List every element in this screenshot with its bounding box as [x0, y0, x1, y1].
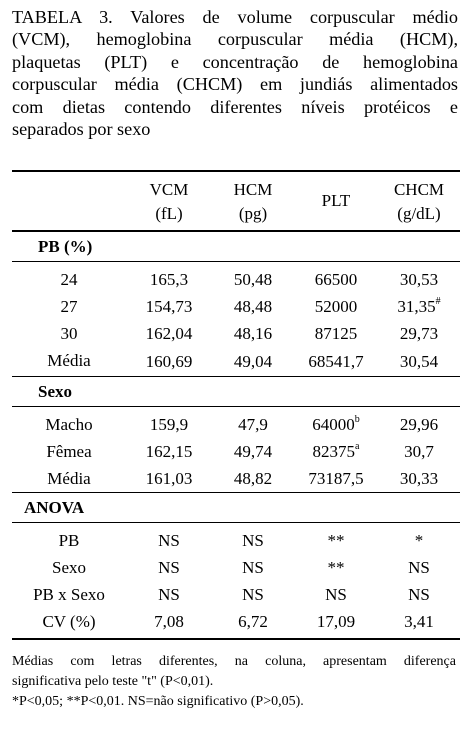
cell-plt-superscript: a — [355, 440, 360, 452]
footnote-line: Médias com letras diferentes, na coluna, apresentam diferença — [12, 654, 456, 669]
cell-vcm: 154,73 — [145, 296, 193, 316]
row-label: PB — [58, 530, 80, 550]
header-plt-label: PLT — [321, 191, 351, 210]
cell-plt-superscript: b — [354, 413, 360, 425]
header-vcm-unit: (fL) — [155, 204, 183, 223]
cell-hcm: NS — [242, 584, 264, 604]
cell-hcm: 6,72 — [238, 611, 268, 631]
row-label: CV (%) — [42, 611, 96, 631]
cell-chcm: 29,96 — [399, 414, 439, 434]
header-plt — [294, 171, 378, 231]
cell-plt: 68541,7 — [308, 351, 364, 371]
cell-plt: ** — [327, 530, 345, 550]
cell-chcm-superscript: # — [435, 295, 441, 307]
cell-hcm: 48,16 — [233, 323, 273, 343]
row-label: 30 — [60, 323, 78, 343]
cell-vcm: NS — [158, 584, 180, 604]
cell-chcm: 30,54 — [399, 351, 439, 371]
cell-plt — [294, 407, 378, 439]
table-row-mean — [12, 347, 460, 377]
caption-line: plaquetas (PLT) e concentração de hemoglobina — [12, 51, 458, 72]
cell-hcm: 50,48 — [233, 269, 273, 289]
cell-chcm — [378, 293, 460, 320]
cell-hcm: 47,9 — [238, 414, 268, 434]
header-chcm-unit: (g/dL) — [397, 204, 441, 223]
header-vcm-label: VCM — [149, 180, 189, 199]
row-label: Sexo — [52, 557, 86, 577]
cell-plt: 52000 — [314, 296, 358, 316]
cell-hcm: 48,48 — [233, 296, 273, 316]
footnote-line: significativa pelo teste "t" (P<0,01). — [12, 674, 214, 689]
cell-chcm: NS — [408, 584, 430, 604]
table-row — [12, 554, 460, 581]
row-label: Média — [47, 350, 91, 370]
caption-line: (VCM), hemoglobina corpuscular média (HCM), — [12, 29, 458, 50]
header-hcm-unit: (pg) — [238, 204, 268, 223]
cell-hcm: NS — [242, 557, 264, 577]
header-vcm — [126, 171, 212, 231]
cell-plt: NS — [325, 584, 347, 604]
row-label: 27 — [60, 296, 78, 316]
row-label: Macho — [45, 414, 93, 434]
cell-plt: 73187,5 — [308, 468, 364, 488]
cell-vcm: 165,3 — [149, 269, 189, 289]
cell-plt: 17,09 — [316, 611, 356, 631]
section-row-sexo — [12, 377, 460, 407]
section-row-pb — [12, 231, 460, 262]
cell-chcm-value: 31,35 — [397, 296, 436, 316]
section-row-anova — [12, 493, 460, 523]
cell-chcm: 30,53 — [399, 269, 439, 289]
cell-chcm: 29,73 — [399, 323, 439, 343]
section-label-sexo: Sexo — [38, 381, 72, 401]
table-row — [12, 581, 460, 608]
row-label: PB x Sexo — [33, 584, 105, 604]
cell-hcm: 49,74 — [233, 441, 273, 461]
caption-line: com dietas contendo diferentes níveis protéicos e — [12, 96, 458, 117]
cell-vcm: 162,15 — [145, 441, 193, 461]
cell-vcm: 7,08 — [154, 611, 184, 631]
cell-chcm: NS — [408, 557, 430, 577]
header-empty — [12, 171, 126, 231]
section-label-pb: PB (%) — [38, 236, 93, 256]
table-row — [12, 320, 460, 347]
cell-vcm: 162,04 — [145, 323, 193, 343]
caption-line: TABELA 3. Valores de volume corpuscular médio — [12, 7, 458, 27]
header-row — [12, 171, 460, 231]
header-hcm — [212, 171, 294, 231]
footnote-line: *P<0,05; **P<0,01. NS=não significativo (P>0,05). — [12, 694, 304, 709]
cell-vcm: 161,03 — [145, 468, 193, 488]
table-row — [12, 293, 460, 320]
cell-plt-value: 82375 — [312, 441, 356, 461]
cell-chcm: 30,33 — [399, 468, 439, 488]
cell-plt — [294, 438, 378, 465]
table-row — [12, 438, 460, 465]
cell-vcm: 160,69 — [145, 351, 193, 371]
cell-plt: 66500 — [314, 269, 358, 289]
header-chcm — [378, 171, 460, 231]
table-footnotes — [12, 652, 456, 712]
cell-vcm: 159,9 — [149, 414, 189, 434]
cell-hcm: 49,04 — [233, 351, 273, 371]
cell-vcm: NS — [158, 557, 180, 577]
table-row — [12, 523, 460, 555]
table-caption — [12, 6, 458, 140]
row-label: Fêmea — [46, 441, 92, 461]
table-row — [12, 608, 460, 639]
cell-plt: ** — [327, 557, 345, 577]
cell-plt: 87125 — [314, 323, 358, 343]
table-row-mean — [12, 465, 460, 493]
row-label: 24 — [60, 269, 78, 289]
header-chcm-label: CHCM — [393, 180, 445, 199]
caption-line: corpuscular média (CHCM) em jundiás alimentados — [12, 74, 458, 95]
table-row — [12, 262, 460, 294]
cell-plt-value: 64000 — [312, 414, 355, 434]
cell-hcm: 48,82 — [233, 468, 273, 488]
caption-line: separados por sexo — [12, 119, 151, 140]
cell-hcm: NS — [242, 530, 264, 550]
cell-chcm: * — [414, 530, 424, 550]
data-table — [12, 170, 460, 640]
row-label: Média — [47, 468, 91, 488]
cell-vcm: NS — [158, 530, 180, 550]
section-label-anova: ANOVA — [24, 497, 85, 517]
header-hcm-label: HCM — [233, 180, 273, 199]
cell-chcm: 3,41 — [404, 611, 434, 631]
cell-chcm: 30,7 — [404, 441, 434, 461]
table-row — [12, 407, 460, 439]
